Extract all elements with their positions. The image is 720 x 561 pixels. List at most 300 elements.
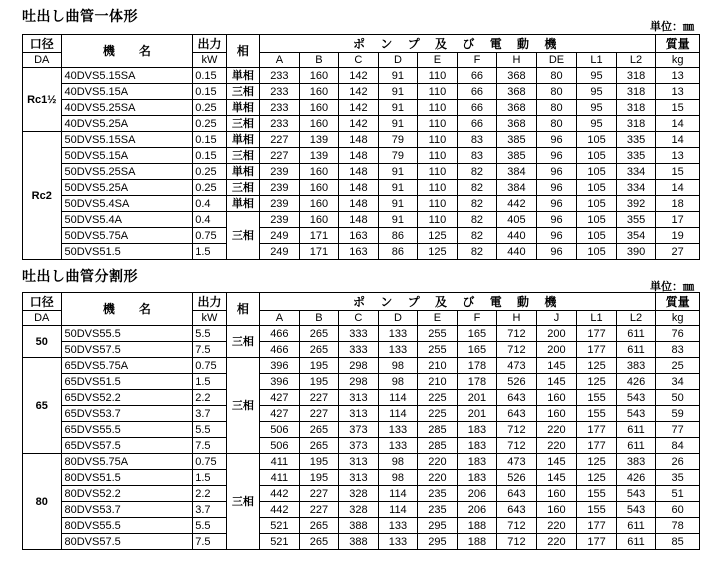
- model-cell: 50DVS5.75A: [61, 228, 193, 244]
- value-cell: 255: [418, 326, 458, 342]
- value-cell: 427: [260, 406, 300, 422]
- da-cell: Rc2: [23, 132, 62, 260]
- value-cell: 543: [616, 486, 656, 502]
- value-cell: 114: [378, 406, 418, 422]
- value-cell: 82: [457, 196, 497, 212]
- header-model: 機 名: [61, 35, 193, 68]
- value-cell: 83: [457, 132, 497, 148]
- kw-cell: 0.15: [193, 132, 226, 148]
- table-row: [23, 84, 700, 100]
- value-cell: 295: [418, 534, 458, 550]
- value-cell: 313: [339, 390, 379, 406]
- section1-title: 吐出し曲管一体形: [22, 9, 138, 25]
- value-cell: 526: [497, 470, 537, 486]
- value-cell: 712: [497, 518, 537, 534]
- table-row: [23, 228, 700, 244]
- value-cell: 411: [260, 454, 300, 470]
- phase-cell: 三相: [226, 326, 259, 358]
- value-cell: 125: [577, 374, 617, 390]
- kw-cell: 0.4: [193, 212, 226, 228]
- value-cell: 239: [260, 164, 300, 180]
- value-cell: 110: [418, 164, 458, 180]
- value-cell: 50: [656, 390, 700, 406]
- phase-cell: 単相: [226, 100, 259, 116]
- value-cell: 160: [299, 196, 339, 212]
- header-kw-sub: kW: [193, 311, 226, 326]
- value-cell: 86: [378, 228, 418, 244]
- phase-cell: 三相: [226, 84, 259, 100]
- value-cell: 114: [378, 486, 418, 502]
- header-col-f: F: [457, 53, 497, 68]
- value-cell: 35: [656, 470, 700, 486]
- value-cell: 506: [260, 438, 300, 454]
- value-cell: 82: [457, 244, 497, 260]
- header-col-e: E: [418, 53, 458, 68]
- header-col-e: E: [418, 311, 458, 326]
- phase-cell: 単相: [226, 68, 259, 84]
- value-cell: 227: [260, 132, 300, 148]
- value-cell: 110: [418, 148, 458, 164]
- value-cell: 611: [616, 534, 656, 550]
- value-cell: 160: [536, 486, 577, 502]
- value-cell: 86: [378, 244, 418, 260]
- value-cell: 160: [299, 180, 339, 196]
- value-cell: 34: [656, 374, 700, 390]
- header-kw-sub: kW: [193, 53, 226, 68]
- phase-cell: 単相: [226, 164, 259, 180]
- value-cell: 105: [577, 244, 617, 260]
- value-cell: 385: [497, 132, 537, 148]
- value-cell: 383: [616, 454, 656, 470]
- value-cell: 125: [577, 358, 617, 374]
- value-cell: 712: [497, 438, 537, 454]
- table-row: [23, 148, 700, 164]
- value-cell: 27: [656, 244, 700, 260]
- value-cell: 328: [339, 486, 379, 502]
- value-cell: 227: [299, 502, 339, 518]
- value-cell: 96: [536, 196, 577, 212]
- section1-unit: 単位：㎜: [650, 20, 694, 33]
- value-cell: 98: [378, 454, 418, 470]
- value-cell: 163: [339, 244, 379, 260]
- value-cell: 183: [457, 422, 497, 438]
- header-mass-sub: kg: [656, 311, 700, 326]
- value-cell: 148: [339, 180, 379, 196]
- value-cell: 110: [418, 84, 458, 100]
- kw-cell: 3.7: [193, 502, 226, 518]
- value-cell: 105: [577, 180, 617, 196]
- value-cell: 155: [577, 390, 617, 406]
- value-cell: 80: [536, 100, 577, 116]
- header-pump-motor: ポ ン プ 及 び 電 動 機: [260, 35, 656, 53]
- value-cell: 712: [497, 422, 537, 438]
- value-cell: 83: [457, 148, 497, 164]
- value-cell: 373: [339, 438, 379, 454]
- value-cell: 225: [418, 390, 458, 406]
- header-mass-sub: kg: [656, 53, 700, 68]
- value-cell: 15: [656, 164, 700, 180]
- value-cell: 82: [457, 228, 497, 244]
- value-cell: 25: [656, 358, 700, 374]
- table-row: [23, 390, 700, 406]
- value-cell: 220: [418, 454, 458, 470]
- value-cell: 145: [536, 358, 577, 374]
- value-cell: 426: [616, 374, 656, 390]
- value-cell: 368: [497, 84, 537, 100]
- value-cell: 105: [577, 148, 617, 164]
- value-cell: 59: [656, 406, 700, 422]
- phase-cell: 三相: [226, 454, 259, 550]
- value-cell: 220: [536, 518, 577, 534]
- model-cell: 50DVS51.5: [61, 244, 193, 260]
- value-cell: 14: [656, 132, 700, 148]
- phase-cell: 三相: [226, 148, 259, 164]
- value-cell: 318: [616, 100, 656, 116]
- model-cell: 40DVS5.25SA: [61, 100, 193, 116]
- value-cell: 82: [457, 180, 497, 196]
- header-da: 口径: [23, 35, 62, 53]
- value-cell: 177: [577, 438, 617, 454]
- value-cell: 390: [616, 244, 656, 260]
- value-cell: 105: [577, 228, 617, 244]
- value-cell: 66: [457, 68, 497, 84]
- value-cell: 142: [339, 84, 379, 100]
- value-cell: 91: [378, 68, 418, 84]
- value-cell: 177: [577, 518, 617, 534]
- header-kw: 出力: [193, 293, 226, 311]
- value-cell: 313: [339, 470, 379, 486]
- value-cell: 188: [457, 534, 497, 550]
- value-cell: 611: [616, 438, 656, 454]
- kw-cell: 0.4: [193, 196, 226, 212]
- value-cell: 15: [656, 100, 700, 116]
- table-row: [23, 326, 700, 342]
- value-cell: 265: [299, 342, 339, 358]
- kw-cell: 0.25: [193, 116, 226, 132]
- value-cell: 155: [577, 502, 617, 518]
- value-cell: 328: [339, 502, 379, 518]
- value-cell: 91: [378, 116, 418, 132]
- value-cell: 77: [656, 422, 700, 438]
- header-da-sub: DA: [23, 53, 62, 68]
- value-cell: 318: [616, 68, 656, 84]
- value-cell: 334: [616, 164, 656, 180]
- kw-cell: 0.15: [193, 68, 226, 84]
- value-cell: 160: [299, 84, 339, 100]
- value-cell: 133: [378, 438, 418, 454]
- kw-cell: 5.5: [193, 518, 226, 534]
- value-cell: 98: [378, 374, 418, 390]
- value-cell: 160: [299, 116, 339, 132]
- header-col-b: B: [299, 53, 339, 68]
- value-cell: 160: [536, 390, 577, 406]
- model-cell: 80DVS51.5: [61, 470, 193, 486]
- value-cell: 26: [656, 454, 700, 470]
- value-cell: 368: [497, 100, 537, 116]
- value-cell: 188: [457, 518, 497, 534]
- model-cell: 50DVS5.15SA: [61, 132, 193, 148]
- value-cell: 133: [378, 518, 418, 534]
- value-cell: 148: [339, 212, 379, 228]
- value-cell: 66: [457, 100, 497, 116]
- kw-cell: 1.5: [193, 470, 226, 486]
- value-cell: 82: [457, 164, 497, 180]
- value-cell: 91: [378, 196, 418, 212]
- value-cell: 265: [299, 534, 339, 550]
- value-cell: 148: [339, 132, 379, 148]
- value-cell: 206: [457, 486, 497, 502]
- value-cell: 466: [260, 326, 300, 342]
- value-cell: 333: [339, 326, 379, 342]
- value-cell: 13: [656, 148, 700, 164]
- value-cell: 396: [260, 374, 300, 390]
- kw-cell: 7.5: [193, 342, 226, 358]
- phase-cell: 三相: [226, 212, 259, 260]
- table-row: [23, 534, 700, 550]
- value-cell: 335: [616, 148, 656, 164]
- value-cell: 178: [457, 358, 497, 374]
- value-cell: 318: [616, 116, 656, 132]
- header-da: 口径: [23, 293, 62, 311]
- value-cell: 91: [378, 84, 418, 100]
- kw-cell: 0.25: [193, 180, 226, 196]
- model-cell: 80DVS57.5: [61, 534, 193, 550]
- value-cell: 643: [497, 502, 537, 518]
- model-cell: 80DVS53.7: [61, 502, 193, 518]
- table-row: [23, 132, 700, 148]
- value-cell: 239: [260, 196, 300, 212]
- value-cell: 210: [418, 358, 458, 374]
- value-cell: 473: [497, 454, 537, 470]
- model-cell: 40DVS5.15SA: [61, 68, 193, 84]
- table-row: [23, 454, 700, 470]
- value-cell: 110: [418, 212, 458, 228]
- table-row: [23, 406, 700, 422]
- model-cell: 65DVS55.5: [61, 422, 193, 438]
- value-cell: 83: [656, 342, 700, 358]
- value-cell: 611: [616, 518, 656, 534]
- value-cell: 265: [299, 422, 339, 438]
- value-cell: 405: [497, 212, 537, 228]
- value-cell: 95: [577, 100, 617, 116]
- value-cell: 177: [577, 422, 617, 438]
- value-cell: 165: [457, 326, 497, 342]
- kw-cell: 0.25: [193, 164, 226, 180]
- value-cell: 110: [418, 196, 458, 212]
- value-cell: 384: [497, 164, 537, 180]
- value-cell: 249: [260, 228, 300, 244]
- value-cell: 233: [260, 100, 300, 116]
- model-cell: 50DVS57.5: [61, 342, 193, 358]
- value-cell: 543: [616, 502, 656, 518]
- value-cell: 96: [536, 228, 577, 244]
- value-cell: 96: [536, 132, 577, 148]
- value-cell: 165: [457, 342, 497, 358]
- header-col-l1: L1: [577, 311, 617, 326]
- kw-cell: 2.2: [193, 390, 226, 406]
- value-cell: 220: [536, 534, 577, 550]
- value-cell: 145: [536, 374, 577, 390]
- header-col-de: DE: [536, 53, 577, 68]
- value-cell: 14: [656, 180, 700, 196]
- value-cell: 145: [536, 454, 577, 470]
- table-row: [23, 196, 700, 212]
- value-cell: 133: [378, 342, 418, 358]
- value-cell: 334: [616, 180, 656, 196]
- spec-table-integrated: [22, 34, 700, 260]
- section2-unit: 単位：㎜: [650, 280, 694, 293]
- value-cell: 233: [260, 84, 300, 100]
- value-cell: 95: [577, 68, 617, 84]
- value-cell: 526: [497, 374, 537, 390]
- kw-cell: 7.5: [193, 534, 226, 550]
- value-cell: 506: [260, 422, 300, 438]
- header-col-c: C: [339, 311, 379, 326]
- header-col-j: J: [536, 311, 577, 326]
- table-row: [23, 422, 700, 438]
- table-row: [23, 68, 700, 84]
- value-cell: 155: [577, 406, 617, 422]
- header-row: [23, 35, 700, 53]
- value-cell: 201: [457, 406, 497, 422]
- value-cell: 210: [418, 374, 458, 390]
- value-cell: 183: [457, 438, 497, 454]
- model-cell: 40DVS5.15A: [61, 84, 193, 100]
- da-cell: 65: [23, 358, 62, 454]
- model-cell: 50DVS5.15A: [61, 148, 193, 164]
- value-cell: 148: [339, 164, 379, 180]
- header-model: 機 名: [61, 293, 193, 326]
- kw-cell: 0.15: [193, 148, 226, 164]
- value-cell: 91: [378, 100, 418, 116]
- value-cell: 110: [418, 132, 458, 148]
- value-cell: 298: [339, 374, 379, 390]
- value-cell: 96: [536, 212, 577, 228]
- value-cell: 195: [299, 470, 339, 486]
- value-cell: 227: [299, 406, 339, 422]
- value-cell: 200: [536, 342, 577, 358]
- value-cell: 13: [656, 68, 700, 84]
- value-cell: 114: [378, 502, 418, 518]
- value-cell: 220: [418, 470, 458, 486]
- table-row: [23, 374, 700, 390]
- table-row: [23, 342, 700, 358]
- value-cell: 313: [339, 454, 379, 470]
- value-cell: 239: [260, 180, 300, 196]
- value-cell: 643: [497, 486, 537, 502]
- kw-cell: 0.15: [193, 84, 226, 100]
- header-col-l2: L2: [616, 53, 656, 68]
- value-cell: 712: [497, 326, 537, 342]
- value-cell: 148: [339, 196, 379, 212]
- header-phase: 相: [226, 293, 259, 326]
- kw-cell: 0.75: [193, 358, 226, 374]
- value-cell: 200: [536, 326, 577, 342]
- table-row: [23, 116, 700, 132]
- value-cell: 110: [418, 100, 458, 116]
- model-cell: 65DVS57.5: [61, 438, 193, 454]
- value-cell: 177: [577, 342, 617, 358]
- kw-cell: 5.5: [193, 326, 226, 342]
- value-cell: 392: [616, 196, 656, 212]
- spec-table-split: [22, 292, 700, 550]
- value-cell: 125: [577, 470, 617, 486]
- da-cell: 80: [23, 454, 62, 550]
- model-cell: 50DVS5.25SA: [61, 164, 193, 180]
- value-cell: 17: [656, 212, 700, 228]
- value-cell: 225: [418, 406, 458, 422]
- table-row: [23, 100, 700, 116]
- value-cell: 195: [299, 374, 339, 390]
- value-cell: 160: [299, 212, 339, 228]
- value-cell: 201: [457, 390, 497, 406]
- header-col-h: H: [497, 53, 537, 68]
- value-cell: 383: [616, 358, 656, 374]
- header-da-sub: DA: [23, 311, 62, 326]
- header-col-d: D: [378, 53, 418, 68]
- value-cell: 80: [536, 68, 577, 84]
- value-cell: 133: [378, 422, 418, 438]
- value-cell: 51: [656, 486, 700, 502]
- phase-cell: 三相: [226, 180, 259, 196]
- model-cell: 80DVS52.2: [61, 486, 193, 502]
- value-cell: 96: [536, 180, 577, 196]
- table-row: [23, 438, 700, 454]
- header-col-d: D: [378, 311, 418, 326]
- value-cell: 160: [536, 502, 577, 518]
- value-cell: 368: [497, 116, 537, 132]
- value-cell: 177: [577, 534, 617, 550]
- value-cell: 712: [497, 342, 537, 358]
- value-cell: 98: [378, 470, 418, 486]
- da-cell: 50: [23, 326, 62, 358]
- value-cell: 643: [497, 390, 537, 406]
- value-cell: 442: [260, 502, 300, 518]
- value-cell: 235: [418, 502, 458, 518]
- table-row: [23, 180, 700, 196]
- value-cell: 171: [299, 244, 339, 260]
- value-cell: 473: [497, 358, 537, 374]
- value-cell: 354: [616, 228, 656, 244]
- value-cell: 543: [616, 390, 656, 406]
- model-cell: 80DVS55.5: [61, 518, 193, 534]
- value-cell: 521: [260, 518, 300, 534]
- value-cell: 85: [656, 534, 700, 550]
- value-cell: 91: [378, 164, 418, 180]
- value-cell: 13: [656, 84, 700, 100]
- phase-cell: 三相: [226, 358, 259, 454]
- kw-cell: 0.75: [193, 228, 226, 244]
- value-cell: 84: [656, 438, 700, 454]
- value-cell: 163: [339, 228, 379, 244]
- value-cell: 233: [260, 116, 300, 132]
- value-cell: 712: [497, 534, 537, 550]
- value-cell: 80: [536, 84, 577, 100]
- phase-cell: 単相: [226, 196, 259, 212]
- value-cell: 177: [577, 326, 617, 342]
- header-pump-motor: ポ ン プ 及 び 電 動 機: [260, 293, 656, 311]
- value-cell: 385: [497, 148, 537, 164]
- value-cell: 440: [497, 228, 537, 244]
- value-cell: 142: [339, 68, 379, 84]
- value-cell: 384: [497, 180, 537, 196]
- value-cell: 183: [457, 470, 497, 486]
- header-phase: 相: [226, 35, 259, 68]
- value-cell: 66: [457, 116, 497, 132]
- value-cell: 105: [577, 196, 617, 212]
- value-cell: 442: [260, 486, 300, 502]
- table-row: [23, 486, 700, 502]
